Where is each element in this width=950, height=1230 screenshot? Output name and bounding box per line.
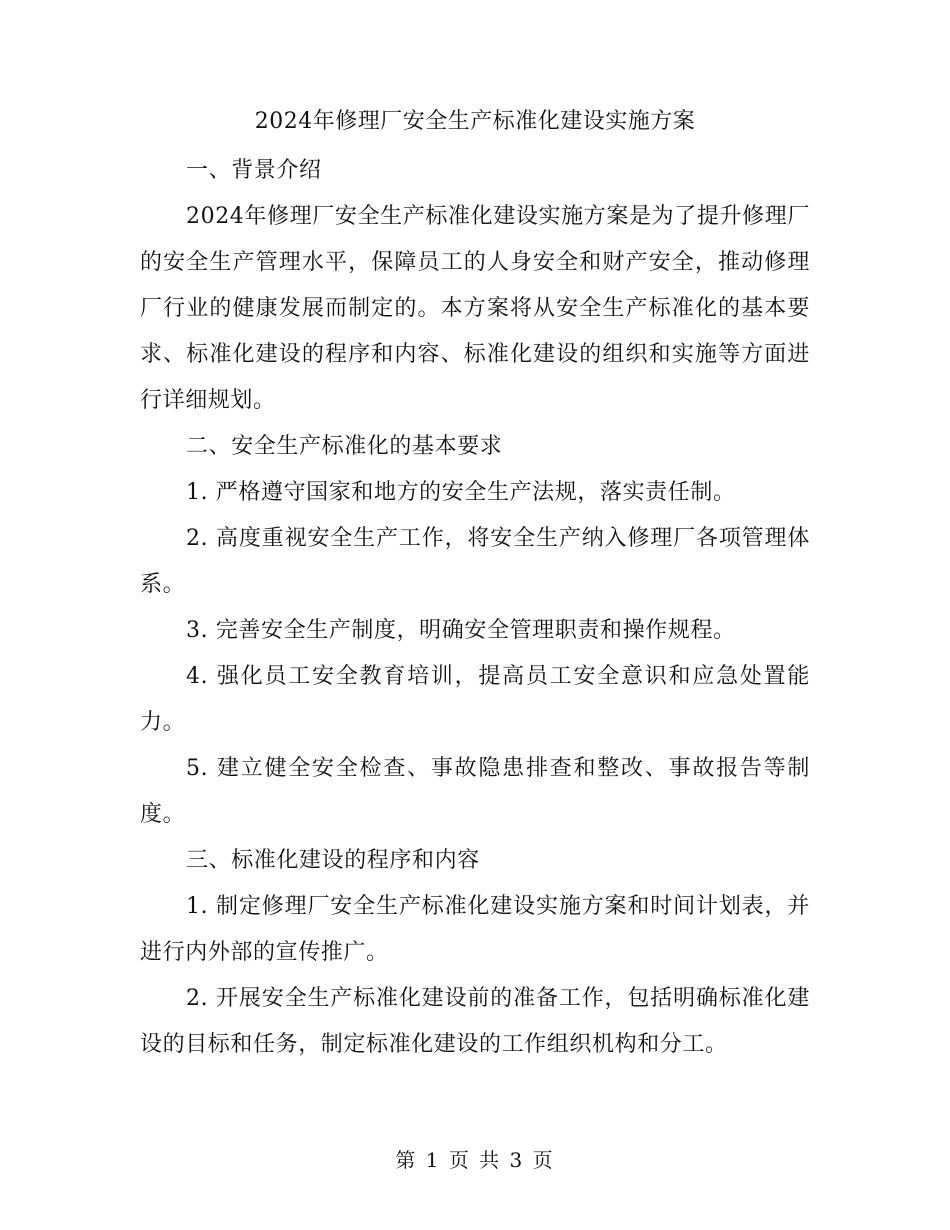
list-item: 3. 完善安全生产制度，明确安全管理职责和操作规程。 xyxy=(186,618,736,643)
list-item: 2. 开展安全生产标准化建设前的准备工作，包括明确标准化建设的目标和任务，制定标准化建设的工作组织机构和分工。 xyxy=(140,986,810,1057)
list-item: 1. 严格遵守国家和地方的安全生产法规，落实责任制。 xyxy=(186,480,736,505)
list-item: 4. 强化员工安全教育培训，提高员工安全意识和应急处置能力。 xyxy=(140,664,810,735)
list-item: 1. 制定修理厂安全生产标准化建设实施方案和时间计划表，并进行内外部的宣传推广。 xyxy=(140,894,810,965)
page-number-footer: 第 1 页 共 3 页 xyxy=(395,1148,555,1172)
document-body xyxy=(140,148,810,1068)
document-title: 2024年修理厂安全生产标准化建设实施方案 xyxy=(254,109,696,134)
list-item: 5. 建立健全安全检查、事故隐患排查和整改、事故报告等制度。 xyxy=(140,756,810,827)
paragraph-background: 2024年修理厂安全生产标准化建设实施方案是为了提升修理厂的安全生产管理水平，保障员工的人身安全和财产安全，推动修理厂行业的健康发展而制定的。本方案将从安全生产标准化的基本要求、标准化建设的程序和内容、标准化建设的组织和实施等方面进行详细规划。 xyxy=(140,204,810,413)
list-item: 2. 高度重视安全生产工作，将安全生产纳入修理厂各项管理体系。 xyxy=(140,526,810,597)
section-heading-requirements: 二、安全生产标准化的基本要求 xyxy=(186,434,503,459)
section-heading-procedure: 三、标准化建设的程序和内容 xyxy=(186,848,480,873)
section-heading-background: 一、背景介绍 xyxy=(186,158,322,183)
